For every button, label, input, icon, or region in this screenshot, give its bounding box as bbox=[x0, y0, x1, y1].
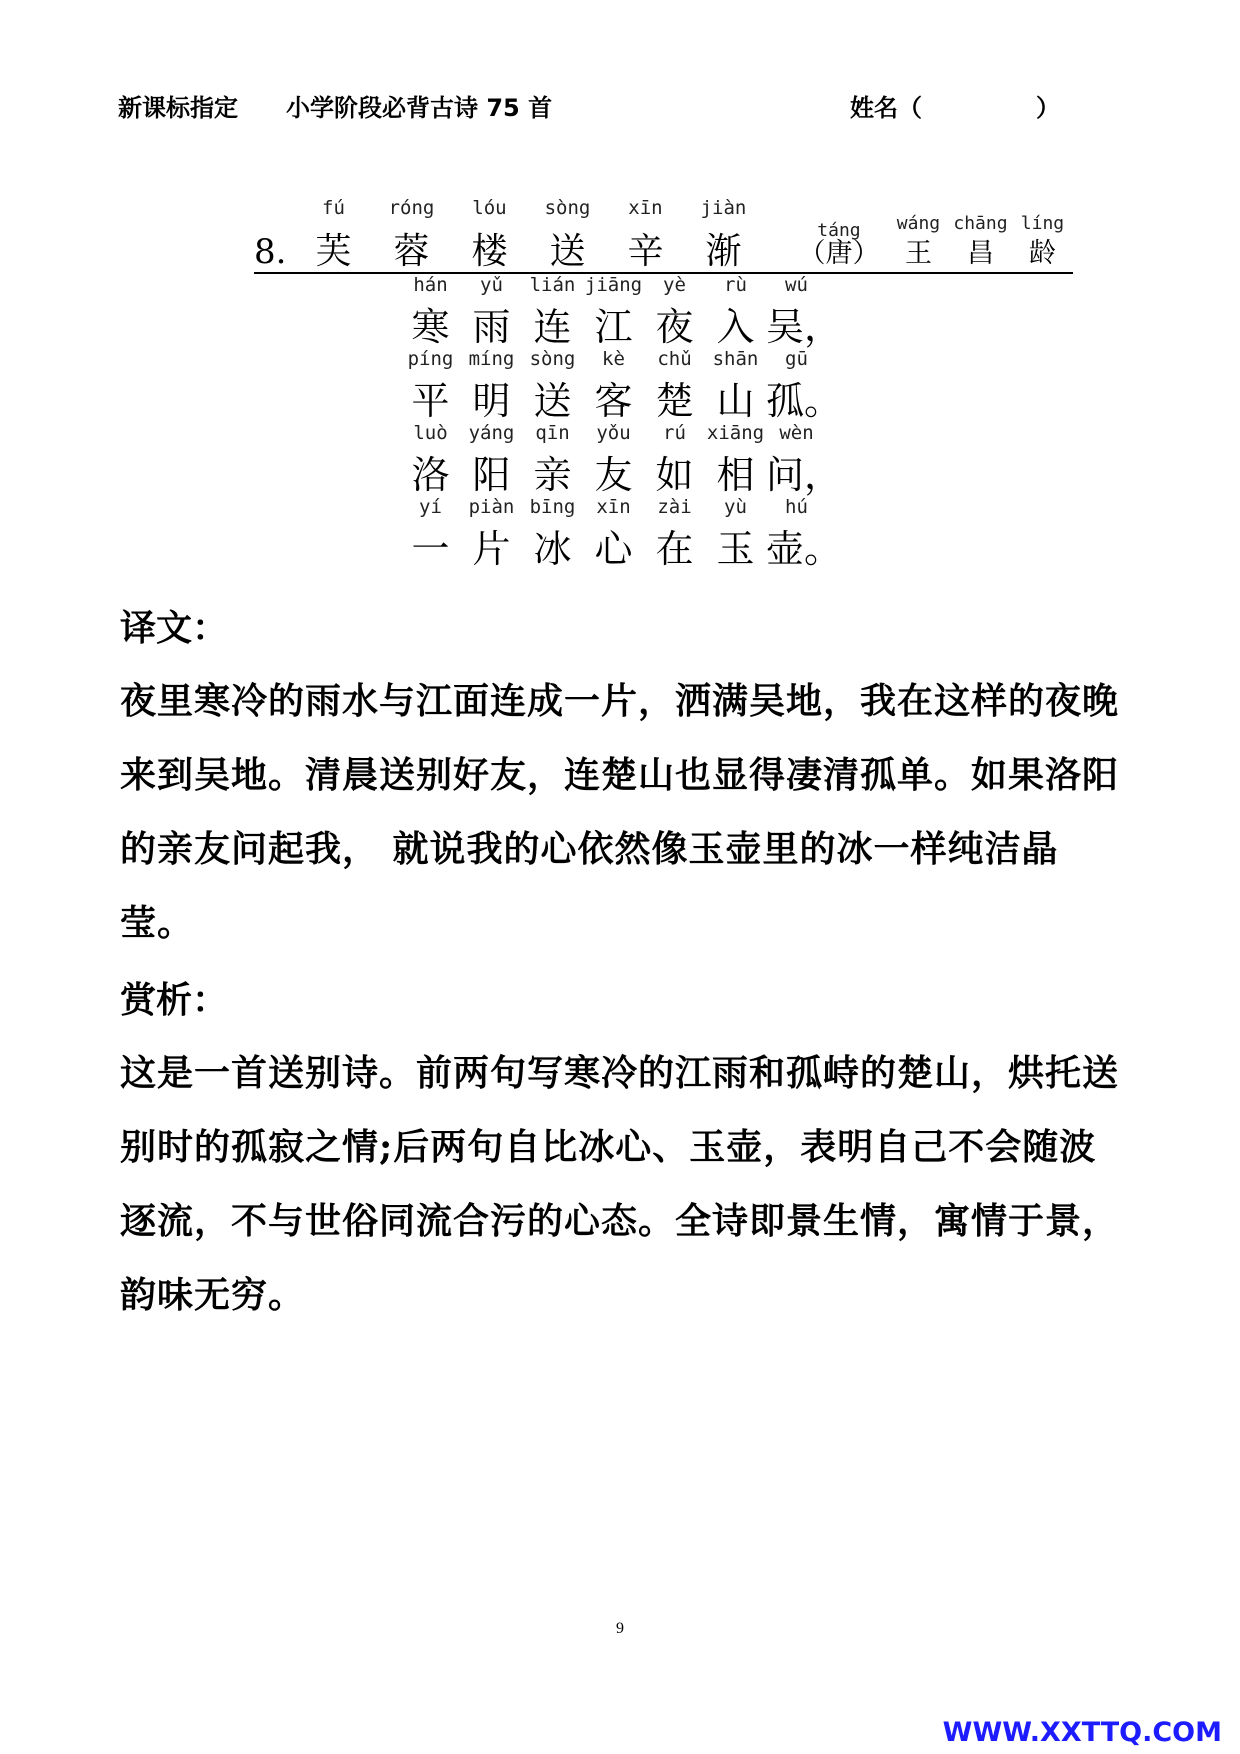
hanzi: 辛 bbox=[627, 231, 664, 272]
poem-char bbox=[400, 496, 461, 571]
poem-char bbox=[705, 348, 766, 423]
poem-title-line bbox=[254, 197, 1073, 274]
hanzi: 楼 bbox=[471, 231, 508, 272]
name-field[interactable] bbox=[850, 94, 1060, 122]
title-char bbox=[294, 197, 372, 272]
appreciation-text: 这是一首送别诗。前两句写寒冷的江雨和孤峙的楚山，烘托送别时的孤寂之情;后两句自比冰心、玉壶，表明自己不会随波逐流，不与世俗同流合污的心态。全诗即景生情，寓情于景，韵味无穷。 bbox=[120, 1052, 1120, 1316]
hanzi: 心 bbox=[594, 527, 633, 571]
pinyin: píng bbox=[407, 348, 454, 370]
pinyin: piàn bbox=[468, 496, 515, 518]
hanzi: 送 bbox=[549, 231, 586, 272]
hanzi: 明 bbox=[472, 379, 511, 423]
pinyin: zài bbox=[657, 496, 692, 518]
pinyin: wáng bbox=[896, 213, 941, 234]
hanzi: 壶。 bbox=[766, 527, 843, 571]
poem-char bbox=[461, 274, 522, 349]
pinyin: yáng bbox=[468, 422, 515, 444]
hanzi: 片 bbox=[472, 527, 511, 571]
author-char bbox=[1011, 213, 1073, 272]
pinyin: yǒu bbox=[596, 422, 631, 444]
pinyin: hú bbox=[785, 496, 808, 518]
name-label: 姓名（ bbox=[850, 94, 922, 122]
pinyin: fú bbox=[322, 197, 345, 219]
poem-char bbox=[705, 422, 766, 497]
poem-line-3 bbox=[400, 422, 843, 497]
poem-char bbox=[766, 348, 843, 423]
poem-char bbox=[583, 348, 644, 423]
pinyin: gū bbox=[785, 348, 808, 370]
poem-char bbox=[400, 274, 461, 349]
name-close: ） bbox=[1036, 94, 1060, 122]
poem-char bbox=[522, 274, 583, 349]
poem-char bbox=[461, 422, 522, 497]
poem-char bbox=[461, 348, 522, 423]
page-number: 9 bbox=[616, 1620, 624, 1637]
pinyin: xiāng bbox=[706, 422, 765, 444]
poem-line-1 bbox=[400, 274, 843, 349]
pinyin: jiàn bbox=[700, 197, 747, 219]
dynasty bbox=[798, 220, 880, 272]
hanzi: 山 bbox=[716, 379, 755, 423]
hanzi: 芙 bbox=[315, 231, 352, 272]
hanzi: 连 bbox=[533, 305, 572, 349]
appreciation-heading: 赏析： bbox=[120, 979, 229, 1021]
title-char bbox=[450, 197, 528, 272]
pinyin: bīng bbox=[529, 496, 576, 518]
pinyin: yí bbox=[419, 496, 442, 518]
poem-char bbox=[583, 496, 644, 571]
hanzi: （唐） bbox=[798, 238, 880, 269]
poem-char bbox=[705, 274, 766, 349]
pinyin: hán bbox=[413, 274, 448, 296]
poem-number: 8. bbox=[254, 232, 287, 272]
pinyin: rù bbox=[724, 274, 747, 296]
hanzi: 寒 bbox=[411, 305, 450, 349]
pinyin: líng bbox=[1020, 213, 1065, 234]
pinyin: jiāng bbox=[584, 274, 643, 296]
poem-char bbox=[522, 496, 583, 571]
title-char bbox=[684, 197, 762, 272]
hanzi: 一 bbox=[411, 527, 450, 571]
hanzi: 孤。 bbox=[766, 379, 843, 423]
hanzi: 楚 bbox=[655, 379, 694, 423]
hanzi: 蓉 bbox=[393, 231, 430, 272]
hanzi: 夜 bbox=[655, 305, 694, 349]
poem-char bbox=[400, 348, 461, 423]
pinyin: sòng bbox=[529, 348, 576, 370]
poem-line-4 bbox=[400, 496, 843, 571]
hanzi: 如 bbox=[655, 453, 694, 497]
poem-char bbox=[522, 422, 583, 497]
hanzi: 平 bbox=[411, 379, 450, 423]
hanzi: 相 bbox=[716, 453, 755, 497]
poem-char bbox=[400, 422, 461, 497]
poem-char bbox=[644, 422, 705, 497]
poem-char bbox=[644, 274, 705, 349]
pinyin: wèn bbox=[779, 422, 814, 444]
hanzi: 昌 bbox=[966, 238, 994, 269]
poem-char bbox=[644, 496, 705, 571]
pinyin: xīn bbox=[596, 496, 631, 518]
pinyin: lián bbox=[529, 274, 576, 296]
pinyin: qīn bbox=[535, 422, 570, 444]
hanzi: 渐 bbox=[705, 231, 742, 272]
author-char bbox=[949, 213, 1011, 272]
translation-text: 夜里寒冷的雨水与江面连成一片，洒满吴地，我在这样的夜晚来到吴地。清晨送别好友，连楚山也显得凄清孤单。如果洛阳的亲友问起我， 就说我的心依然像玉壶里的冰一样纯洁晶莹。 bbox=[120, 680, 1120, 944]
pinyin: chāng bbox=[953, 213, 1008, 234]
pinyin: yù bbox=[724, 496, 747, 518]
poem-char bbox=[766, 496, 843, 571]
poem-char bbox=[644, 348, 705, 423]
title-char bbox=[528, 197, 606, 272]
hanzi: 问， bbox=[766, 453, 843, 497]
hanzi: 洛 bbox=[411, 453, 450, 497]
hanzi: 吴， bbox=[766, 305, 843, 349]
poem-char bbox=[522, 348, 583, 423]
hanzi: 冰 bbox=[533, 527, 572, 571]
hanzi: 送 bbox=[533, 379, 572, 423]
hanzi: 在 bbox=[655, 527, 694, 571]
hanzi: 客 bbox=[594, 379, 633, 423]
author-char bbox=[887, 213, 949, 272]
poem-char bbox=[766, 422, 843, 497]
hanzi: 阳 bbox=[472, 453, 511, 497]
hanzi: 友 bbox=[594, 453, 633, 497]
poem-line-2 bbox=[400, 348, 843, 423]
translation-heading: 译文： bbox=[120, 607, 229, 649]
hanzi: 龄 bbox=[1028, 238, 1056, 269]
hanzi: 雨 bbox=[472, 305, 511, 349]
pinyin: míng bbox=[468, 348, 515, 370]
pinyin: rú bbox=[663, 422, 686, 444]
pinyin: róng bbox=[388, 197, 435, 219]
pinyin: táng bbox=[817, 220, 861, 241]
site-watermark[interactable]: WWW.XXTTQ.COM bbox=[942, 1717, 1222, 1748]
pinyin: yǔ bbox=[480, 274, 503, 296]
hanzi: 王 bbox=[904, 238, 932, 269]
title-char bbox=[606, 197, 684, 272]
hanzi: 江 bbox=[594, 305, 633, 349]
pinyin: shān bbox=[712, 348, 759, 370]
pinyin: luò bbox=[413, 422, 448, 444]
header-left: 新课标指定 小学阶段必背古诗 75 首 bbox=[118, 94, 553, 122]
pinyin: sòng bbox=[544, 197, 591, 219]
hanzi: 入 bbox=[716, 305, 755, 349]
poem-char bbox=[461, 496, 522, 571]
pinyin: kè bbox=[602, 348, 625, 370]
title-char bbox=[372, 197, 450, 272]
poem-char bbox=[583, 422, 644, 497]
pinyin: wú bbox=[785, 274, 808, 296]
hanzi: 亲 bbox=[533, 453, 572, 497]
pinyin: lóu bbox=[472, 197, 507, 219]
hanzi: 玉 bbox=[716, 527, 755, 571]
poem-char bbox=[705, 496, 766, 571]
pinyin: chǔ bbox=[657, 348, 692, 370]
pinyin: xīn bbox=[628, 197, 663, 219]
poem-char bbox=[766, 274, 843, 349]
poem-char bbox=[583, 274, 644, 349]
pinyin: yè bbox=[663, 274, 686, 296]
